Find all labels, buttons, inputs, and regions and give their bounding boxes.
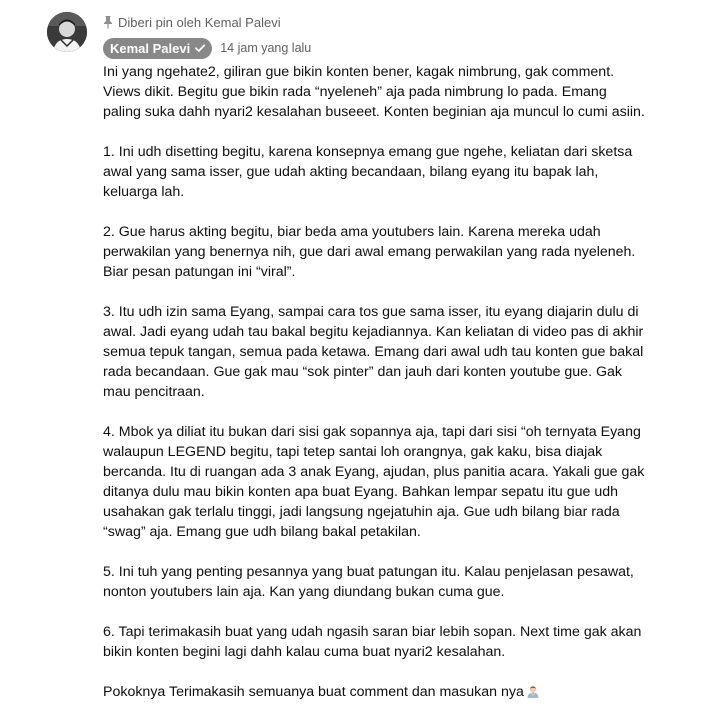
author-avatar[interactable] <box>47 12 87 52</box>
pin-icon <box>103 15 113 29</box>
comment-paragraph: Pokoknya Terimakasih semuanya buat comment dan masukan nya <box>103 684 524 700</box>
comment-paragraph: Ini yang ngehate2, giliran gue bikin konten bener, kagak nimbrung, gak comment. Views dikit. Begitu gue bikin rada “nyeleneh” aja pada nimbrung lo pada. Emang paling suka dahh nyari2 kesalahan buseeet. Konten beginian aja muncul lo cumi asiin. <box>103 64 645 120</box>
comment-paragraph: 3. Itu udh izin sama Eyang, sampai cara tos gue sama isser, itu eyang diajarin dulu di awal. Jadi eyang udah tau bakal begitu kejadiannya. Kan keliatan di video pas di akhir semua tepuk tangan, semua pada ketawa. Emang dari awal udh tau konten gue bakal rada becandaan. Gue gak mau “sok pinter” dan jauh dari konten youtube gue. Gak mau pencitraan. <box>103 304 644 400</box>
comment-closing-line <box>103 682 648 702</box>
check-icon <box>194 42 206 54</box>
comment-paragraph: 2. Gue harus akting begitu, biar beda ama youtubers lain. Karena mereka udah perwakilan yang benernya nih, gue dari awal emang perwakilan yang rada nyeleneh. Biar pesan patungan ini “viral”. <box>103 224 636 280</box>
comment-paragraph: 1. Ini udh disetting begitu, karena konsepnya emang gue ngehe, keliatan dari sketsa awal yang sama isser, gue udah akting becandaan, bilang eyang itu bapak lah, keluarga lah. <box>103 144 633 200</box>
pinned-indicator <box>103 13 281 31</box>
comment-paragraph: 6. Tapi terimakasih buat yang udah ngasih saran biar lebih sopan. Next time gak akan bikin konten begini lagi dahh kalau cuma buat nyari2 kesalahan. <box>103 624 642 660</box>
pinned-text: Diberi pin oleh Kemal Palevi <box>118 14 281 30</box>
avatar-image <box>47 12 87 52</box>
author-name: Kemal Palevi <box>110 40 191 56</box>
comment-header <box>103 37 311 59</box>
person-bowing-emoji <box>526 684 540 698</box>
comment-paragraph: 4. Mbok ya diliat itu bukan dari sisi gak sopannya aja, tapi dari sisi “oh ternyata Eyang walaupun LEGEND begitu, tapi tetep santai loh orangnya, gak kaku, bisa diajak bercanda. Itu di ruangan ada 3 anak Eyang, ajudan, plus panitia acara. Yakali gue gak ditanya dulu mau bikin konten apa buat Eyang. Bahkan lempar sepatu itu gue udh usahakan gak terlalu tinggi, jadi langsung ngejatuhin aja. Gue udh bilang biar rada “swag” aja. Emang gue udh bilang bakal petakilan. <box>103 424 645 540</box>
comment-timestamp[interactable]: 14 jam yang lalu <box>220 41 312 55</box>
author-name-badge[interactable] <box>103 38 212 59</box>
comment-body <box>103 62 648 722</box>
comment-paragraph: 5. Ini tuh yang penting pesannya yang buat patungan itu. Kalau penjelasan pesawat, nonton youtubers lain aja. Kan yang diundang bukan cuma gue. <box>103 564 634 600</box>
